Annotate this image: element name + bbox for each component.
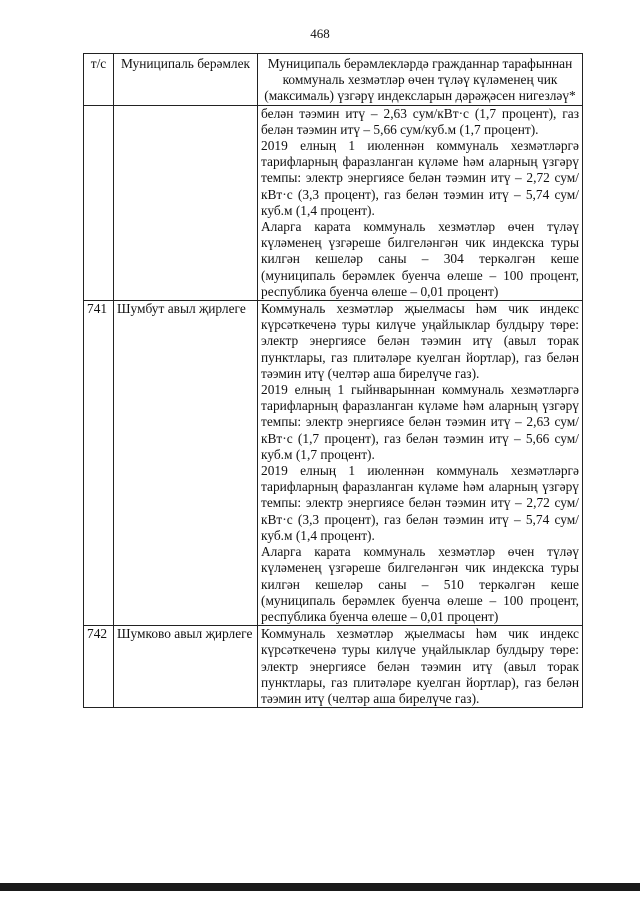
- row-description: [258, 301, 583, 626]
- paragraph: 2019 елның 1 гыйнварыннан коммуналь хезмәтләргә тарифларның фаразланган күләме һәм аларның үзгәрү темпы: электр энергиясе белән тәэмин итү – 2,63 сум/кВт·с (1,7 процент), газ белән тәэмин итү – 5,66 сум/куб.м (1,7 процент).: [261, 382, 579, 462]
- paragraph: 2019 елның 1 июленнән коммуналь хезмәтләргә тарифларның фаразланган күләме һәм аларның үзгәрү темпы: электр энергиясе белән тәэмин итү – 2,72 сум/кВт·с (3,3 процент), газ белән тәэмин итү – 5,74 сум/куб.м (1,4 процент).: [261, 138, 579, 218]
- table-row: [84, 105, 583, 300]
- header-number: т/с: [84, 54, 114, 106]
- row-number: 741: [84, 301, 114, 626]
- paragraph: белән тәэмин итү – 2,63 сум/кВт·с (1,7 процент), газ белән тәэмин итү – 5,66 сум/куб.м (1,7 процент).: [261, 105, 579, 137]
- table-row: [84, 301, 583, 626]
- row-municipality: Шумково авыл җирлеге: [114, 626, 258, 708]
- page-number: 468: [310, 26, 330, 41]
- table-row: [84, 626, 583, 708]
- header-description: Муниципаль берәмлекләрдә гражданнар тарафыннан коммуналь хезмәтләр өчен түләү күләменең чик (максималь) үзгәрү индексларын дәрәҗәсен нигезләү*: [258, 54, 583, 106]
- row-municipality: [114, 105, 258, 300]
- scan-edge-bar: [0, 883, 640, 891]
- header-municipality: Муниципаль берәмлек: [114, 54, 258, 106]
- paragraph: Коммуналь хезмәтләр җыелмасы һәм чик индекс күрсәткеченә туры килүче уңайлыклар булдыру төре: электр энергиясе белән тәэмин итү (авыл торак пунктлары, газ плитәләре куелган йортлар), газ белән тәэмин итү (челтәр аша бирелүче газ).: [261, 626, 579, 706]
- indices-table: [83, 53, 583, 708]
- row-number: [84, 105, 114, 300]
- paragraph: 2019 елның 1 июленнән коммуналь хезмәтләргә тарифларның фаразланган күләме һәм аларның үзгәрү темпы: электр энергиясе белән тәэмин итү – 2,72 сум/кВт·с (3,3 процент), газ белән тәэмин итү – 5,74 сум/куб.м (1,4 процент).: [261, 463, 579, 543]
- row-description: [258, 626, 583, 708]
- paragraph: Коммуналь хезмәтләр җыелмасы һәм чик индекс күрсәткеченә туры килүче уңайлыклар булдыру төре: электр энергиясе белән тәэмин итү (авыл торак пунктлары, газ плитәләре куелган йортлар), газ белән тәэмин итү (челтәр аша бирелүче газ).: [261, 301, 579, 381]
- paragraph: Аларга карата коммуналь хезмәтләр өчен түләү күләменең үзгәреше билгеләнгән чик индекска туры килгән кешеләр саны – 304 теркәлгән кеше (муниципаль берәмлек буенча өлеше – 100 процент, республика буенча өлеше – 0,01 процент): [261, 219, 579, 299]
- row-number: 742: [84, 626, 114, 708]
- row-municipality: Шумбут авыл җирлеге: [114, 301, 258, 626]
- paragraph: Аларга карата коммуналь хезмәтләр өчен түләү күләменең үзгәреше билгеләнгән чик индекска туры килгән кешеләр саны – 510 теркәлгән кеше (муниципаль берәмлек буенча өлеше – 100 процент, республика буенча өлеше – 0,01 процент): [261, 544, 579, 624]
- table-header-row: [84, 54, 583, 106]
- row-description: [258, 105, 583, 300]
